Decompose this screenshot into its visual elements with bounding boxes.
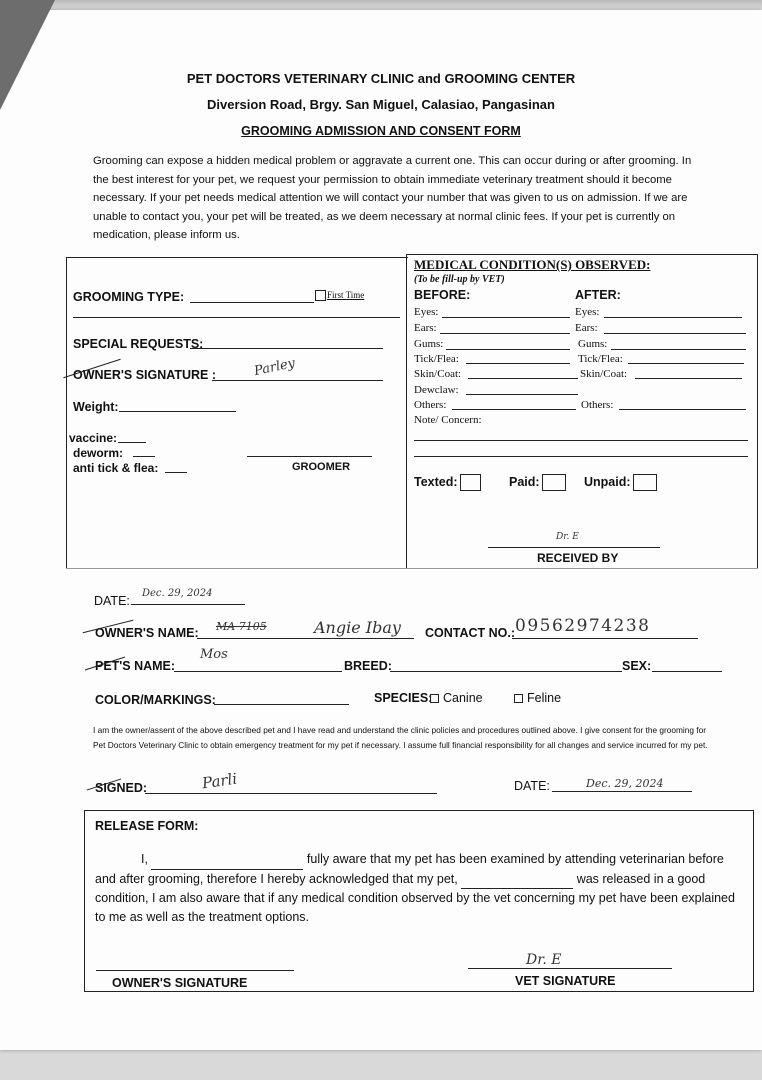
owners-name-crossed: MA 7105 [216,620,267,633]
paid-checkbox[interactable] [542,474,566,491]
groomer-label: GROOMER [292,461,351,473]
release-i: I, [141,852,148,866]
unpaid-label: Unpaid: [584,474,631,489]
before-heading: BEFORE: [414,288,471,302]
before-tick-field[interactable] [466,363,570,364]
clinic-name: PET DOCTORS VETERINARY CLINIC and GROOMING CENTER [186,71,576,86]
before-skin-label: Skin/Coat: [414,368,462,380]
page-corner-shadow [0,0,55,110]
contact-handwritten: 09562974238 [515,616,651,636]
release-pet-blank[interactable] [461,870,573,890]
canine-checkbox[interactable] [430,694,439,703]
canine-label: Canine [443,691,483,705]
before-others-field[interactable] [452,409,576,410]
pets-name-field[interactable] [174,671,342,672]
breed-label: BREED: [344,659,392,673]
medical-title: MEDICAL CONDITION(S) OBSERVED: [414,257,651,272]
first-time-option[interactable] [315,290,364,301]
color-field[interactable] [214,704,349,705]
release-owner-signature-label: OWNER'S SIGNATURE [112,976,248,990]
texted-checkbox[interactable] [460,474,481,491]
owners-name-handwritten: Angie Ibay [314,618,401,637]
after-ears-label: Ears: [575,322,598,334]
form-title: GROOMING ADMISSION AND CONSENT FORM [241,124,521,138]
contact-field[interactable] [512,638,698,639]
date2-handwritten: Dec. 29, 2024 [586,777,664,790]
anti-tick-label: anti tick & flea: [73,461,159,475]
pets-name-handwritten: Mos [200,647,228,662]
before-eyes-label: Eyes: [414,306,439,318]
texted-option[interactable] [414,474,481,491]
intro-paragraph: Grooming can expose a hidden medical problem or aggravate a current one. This can occur during or after grooming. In the best interest for your pet, we request your permission to obtain immediate veterinary treatment should it become necessary. If your pet needs medical attention we will contact your number that was given to us on admission. If we are unable to contact you, your pet will be treated, as we deem necessary at normal clinic fees. If your pet is currently on medication, please inform us. [93,155,692,242]
grooming-type-field[interactable] [190,302,314,303]
vet-signature-label: VET SIGNATURE [515,974,616,988]
vet-signature-field[interactable] [468,968,672,969]
grooming-type-line-2 [73,317,400,318]
clinic-address: Diversion Road, Brgy. San Miguel, Calasiao, Pangasinan [207,97,555,112]
unpaid-checkbox[interactable] [633,474,657,491]
special-requests-field[interactable] [190,348,383,349]
owner-signature-field[interactable] [212,380,383,381]
feline-label: Feline [527,691,562,705]
paid-option[interactable] [509,474,566,491]
unpaid-option[interactable] [584,474,657,491]
before-tick-label: Tick/Flea: [414,353,459,365]
anti-tick-field[interactable] [165,472,187,473]
vaccine-label: vaccine: [69,431,118,445]
texted-label: Texted: [414,474,458,489]
owner-signature-label: OWNER'S SIGNATURE : [73,368,217,382]
release-paragraph [95,850,748,926]
release-title: RELEASE FORM: [95,819,199,833]
feline-checkbox[interactable] [514,694,523,703]
pets-name-label: PET'S NAME: [95,659,176,673]
contact-label: CONTACT NO.: [425,626,516,640]
section-divider [66,568,758,569]
weight-label: Weight: [73,400,119,414]
paid-label: Paid: [509,474,540,489]
after-tick-field[interactable] [628,363,744,364]
species-label: SPECIES: [374,691,433,705]
deworm-label: deworm: [73,446,124,460]
date-field[interactable] [131,604,245,605]
grooming-type-label: GROOMING TYPE: [73,290,185,304]
groomer-field[interactable] [247,456,372,457]
consent-paragraph: I am the owner/assent of the above described pet and I have read and understand the clinic policies and procedures outlined above. I give consent for the grooming for Pet Doctors Veterinary Clinic to obtain emergency treatment for my pet if necessary. I assume full financial responsibility for all changes and service incurred for my pet. [93,725,708,750]
before-eyes-field[interactable] [442,317,570,318]
before-ears-field[interactable] [440,333,570,334]
vet-signature-handwritten: Dr. E [526,952,562,968]
sex-field[interactable] [652,671,722,672]
signed-label: SIGNED: [95,781,148,795]
before-others-label: Others: [414,399,447,411]
date2-label: DATE: [514,779,550,793]
received-by-field[interactable] [488,547,660,548]
release-owner-blank[interactable] [151,850,303,870]
release-owner-signature-field[interactable] [96,970,294,971]
before-gums-field[interactable] [446,349,570,350]
owners-name-field[interactable] [197,638,414,639]
before-dewclaw-label: Dewclaw: [414,384,459,396]
after-skin-field[interactable] [635,378,742,379]
feline-option[interactable] [514,691,561,705]
after-eyes-field[interactable] [604,317,742,318]
first-time-label: First Time [327,290,365,300]
received-by-label: RECEIVED BY [537,551,619,565]
before-skin-field[interactable] [468,378,578,379]
after-heading: AFTER: [575,288,621,302]
note-line-2[interactable] [414,456,748,457]
color-label: COLOR/MARKINGS: [95,693,216,707]
first-time-checkbox[interactable] [315,290,326,301]
after-skin-label: Skin/Coat: [580,368,628,380]
after-gums-field[interactable] [611,349,746,350]
before-ears-label: Ears: [414,322,437,334]
after-gums-label: Gums: [578,338,608,350]
sex-label: SEX: [622,659,652,673]
weight-field[interactable] [119,411,236,412]
after-tick-label: Tick/Flea: [578,353,623,365]
before-dewclaw-field[interactable] [466,394,578,395]
after-eyes-label: Eyes: [575,306,600,318]
medical-subtitle: (To be fill-up by VET) [414,274,505,285]
deworm-field[interactable] [133,456,155,457]
signed-handwritten: Parli [200,769,239,793]
after-ears-field[interactable] [604,333,746,334]
vaccine-field[interactable] [118,442,146,443]
after-others-label: Others: [581,399,614,411]
owner-signature-handwritten: Parley [252,355,297,380]
owners-name-label: OWNER'S NAME: [95,626,199,640]
canine-option[interactable] [430,691,483,705]
breed-field[interactable] [390,671,622,672]
before-gums-label: Gums: [414,338,444,350]
note-label: Note/ Concern: [414,414,482,426]
date-label: DATE: [94,594,130,608]
note-line-1[interactable] [414,440,748,441]
date-handwritten: Dec. 29, 2024 [142,588,213,599]
signed-field[interactable] [145,793,437,794]
release-text-a: fully aware that my pet has been examined by attending veterinarian before and after grooming, therefore I hereby acknowledged that my pet, [95,852,724,886]
release-text-b: was released in a good condition, I am also aware that if any medical condition observed by the vet concerning my pet have been explained to me as well as the treatment options. [95,871,735,924]
date2-field[interactable] [552,791,692,792]
special-requests-label: SPECIAL REQUESTS: [73,337,204,351]
after-others-field[interactable] [619,409,746,410]
received-by-initials: Dr. E [556,532,579,542]
